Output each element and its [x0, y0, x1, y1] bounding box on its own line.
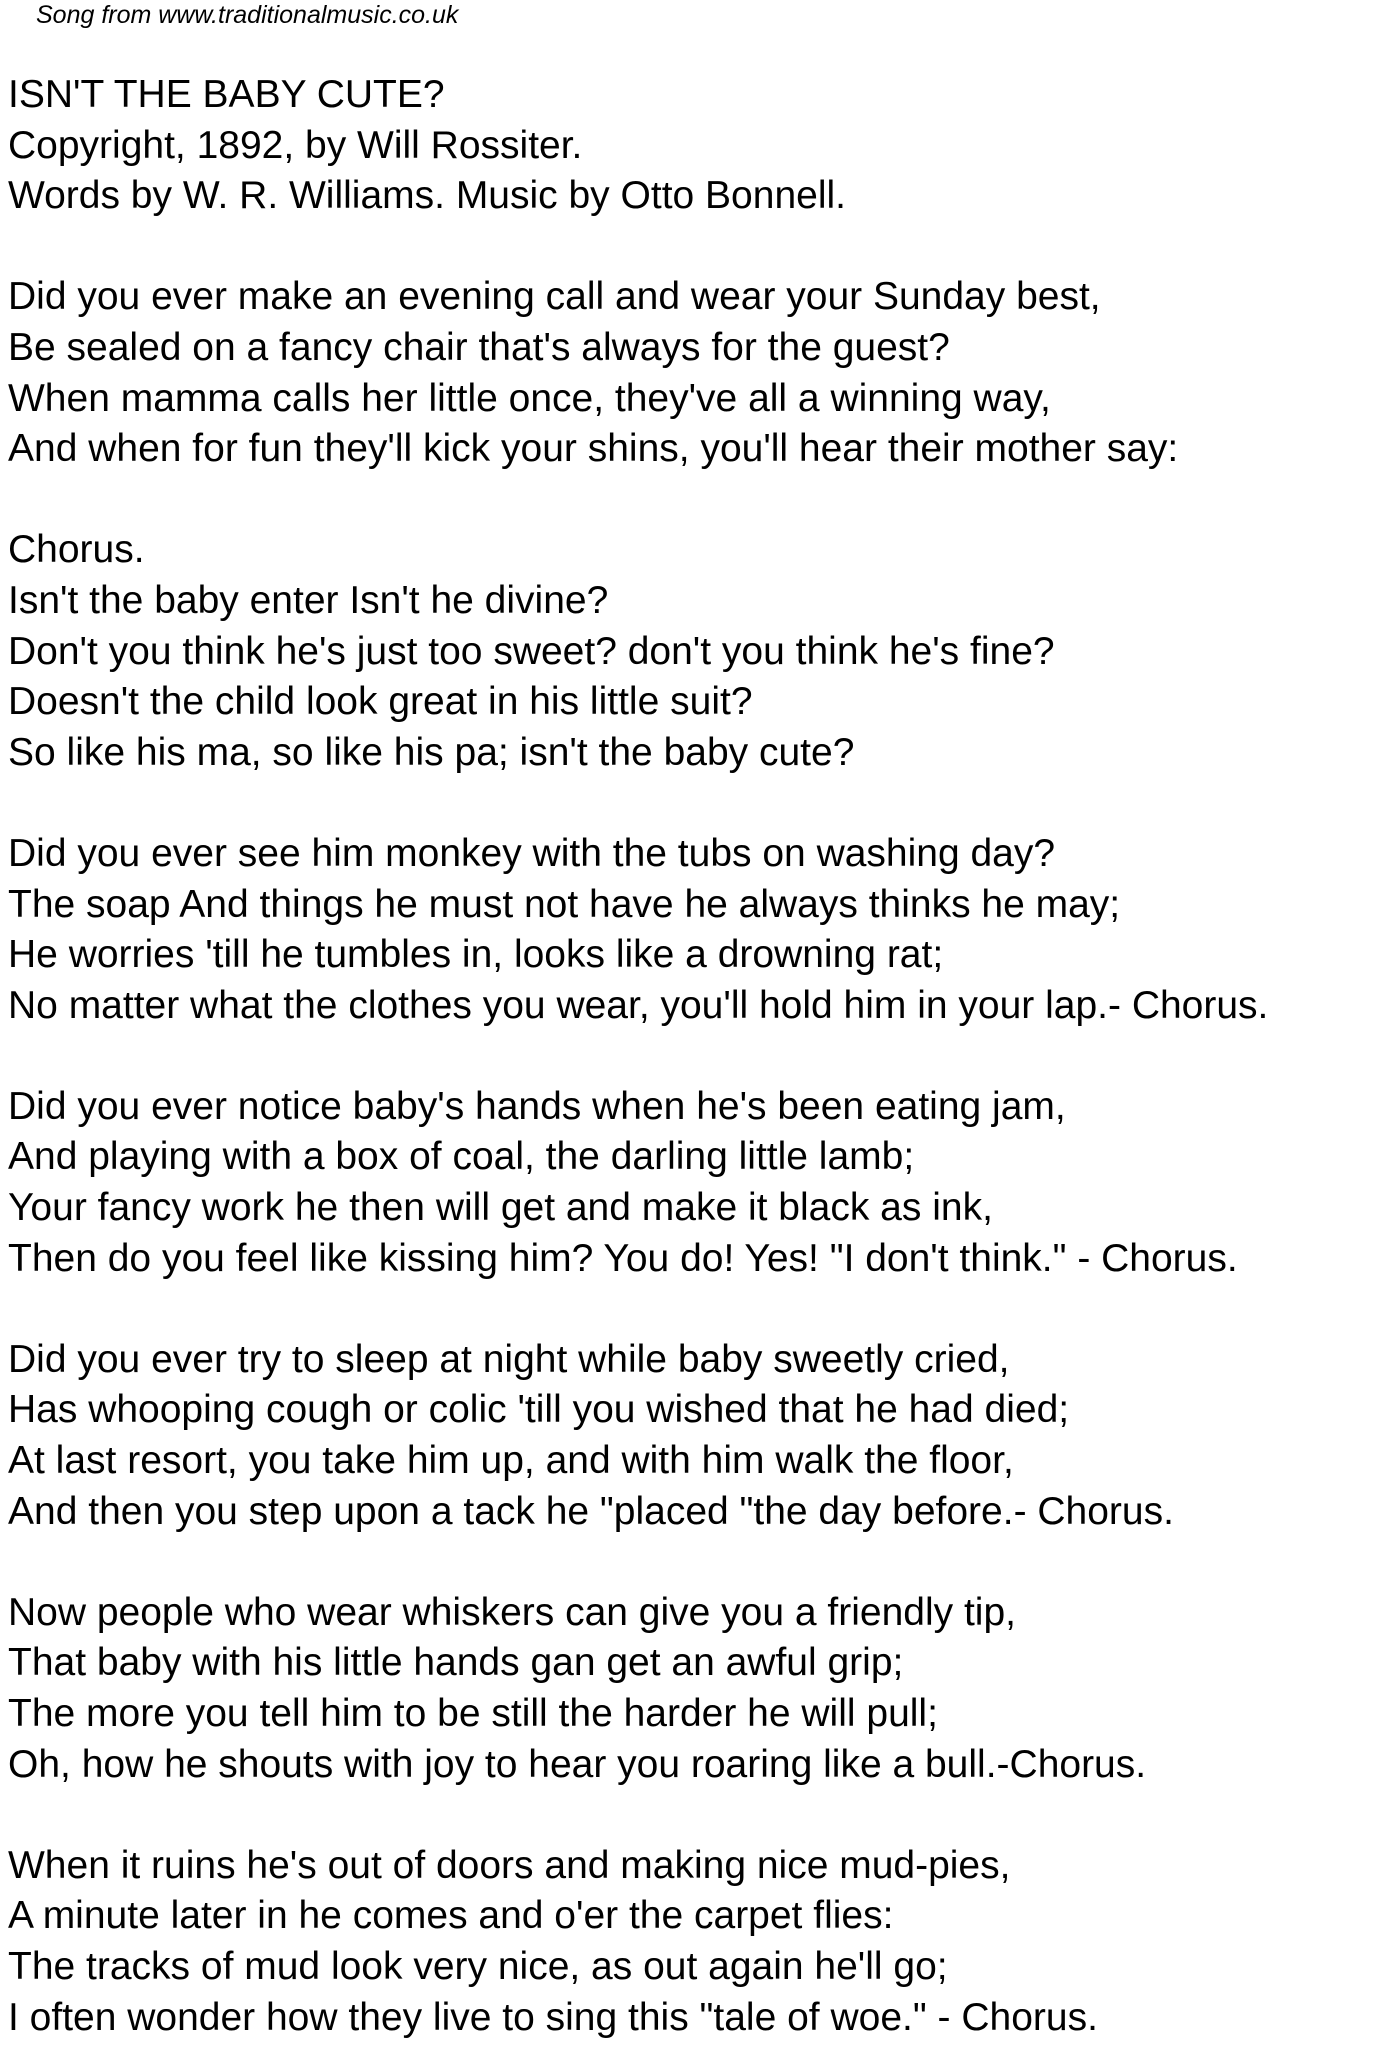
stanza-4	[8, 1335, 1368, 1537]
stanza-2	[8, 829, 1368, 1031]
song-title: ISN'T THE BABY CUTE?	[8, 73, 445, 116]
stanza-gap	[8, 1537, 1368, 1588]
lyric-line: Isn't the baby enter Isn't he divine?	[8, 578, 609, 622]
stanza-5	[8, 1588, 1368, 1790]
lyric-line: I often wonder how they live to sing this "tale of woe." - Chorus.	[8, 1995, 1098, 2039]
lyric-line: A minute later in he comes and o'er the carpet flies:	[8, 1894, 894, 1938]
song-header	[8, 70, 1368, 222]
lyric-line: The tracks of mud look very nice, as out again he'll go;	[8, 1944, 948, 1988]
stanza-gap	[8, 1284, 1368, 1335]
lyric-line: Has whooping cough or colic 'till you wished that he had died;	[8, 1388, 1070, 1432]
lyric-line: Then do you feel like kissing him? You do! Yes! "I don't think." - Chorus.	[8, 1236, 1238, 1280]
lyric-line: At last resort, you take him up, and with him walk the floor,	[8, 1439, 1014, 1483]
chorus-heading: Chorus.	[8, 528, 145, 572]
lyric-line: The soap And things he must not have he always thinks he may;	[8, 882, 1121, 926]
lyric-line: Did you ever make an evening call and wear your Sunday best,	[8, 275, 1101, 319]
lyric-line: When it ruins he's out of doors and making nice mud-pies,	[8, 1843, 1011, 1887]
copyright-line: Copyright, 1892, by Will Rossiter.	[8, 123, 583, 167]
stanza-gap	[8, 778, 1368, 829]
lyric-line: Now people who wear whiskers can give you a friendly tip,	[8, 1590, 1017, 1634]
source-credit: Song from www.traditionalmusic.co.uk	[36, 1, 459, 29]
lyric-line: Your fancy work he then will get and make it black as ink,	[8, 1186, 993, 1230]
chorus	[8, 525, 1368, 778]
lyric-line: Did you ever notice baby's hands when he's been eating jam,	[8, 1084, 1066, 1128]
stanza-3	[8, 1082, 1368, 1284]
stanza-gap	[8, 1790, 1368, 1841]
lyric-line: Oh, how he shouts with joy to hear you roaring like a bull.-Chorus.	[8, 1742, 1147, 1786]
lyric-line: So like his ma, so like his pa; isn't the baby cute?	[8, 730, 855, 774]
song-text	[8, 70, 1368, 2043]
lyric-line: Did you ever see him monkey with the tubs on washing day?	[8, 831, 1056, 875]
lyric-line: Be sealed on a fancy chair that's always for the guest?	[8, 325, 950, 369]
credits-line: Words by W. R. Williams. Music by Otto Bonnell.	[8, 174, 846, 218]
stanza-1	[8, 272, 1368, 474]
lyric-line: And when for fun they'll kick your shins, you'll hear their mother say:	[8, 427, 1179, 471]
lyric-line: Don't you think he's just too sweet? don't you think he's fine?	[8, 629, 1055, 673]
lyric-line: He worries 'till he tumbles in, looks like a drowning rat;	[8, 933, 944, 977]
lyric-line: When mamma calls her little once, they've all a winning way,	[8, 376, 1051, 420]
stanza-6	[8, 1841, 1368, 2043]
stanza-gap	[8, 222, 1368, 273]
lyric-line: The more you tell him to be still the harder he will pull;	[8, 1692, 938, 1735]
lyric-line: Doesn't the child look great in his little suit?	[8, 680, 753, 724]
lyric-line: No matter what the clothes you wear, you'll hold him in your lap.- Chorus.	[8, 983, 1269, 1027]
lyric-line: That baby with his little hands gan get an awful grip;	[8, 1641, 904, 1685]
stanza-gap	[8, 475, 1368, 526]
lyric-line: Did you ever try to sleep at night while baby sweetly cried,	[8, 1337, 1010, 1381]
lyric-line: And playing with a box of coal, the darling little lamb;	[8, 1135, 915, 1179]
lyric-line: And then you step upon a tack he "placed "the day before.- Chorus.	[8, 1489, 1174, 1533]
stanza-gap	[8, 1031, 1368, 1082]
